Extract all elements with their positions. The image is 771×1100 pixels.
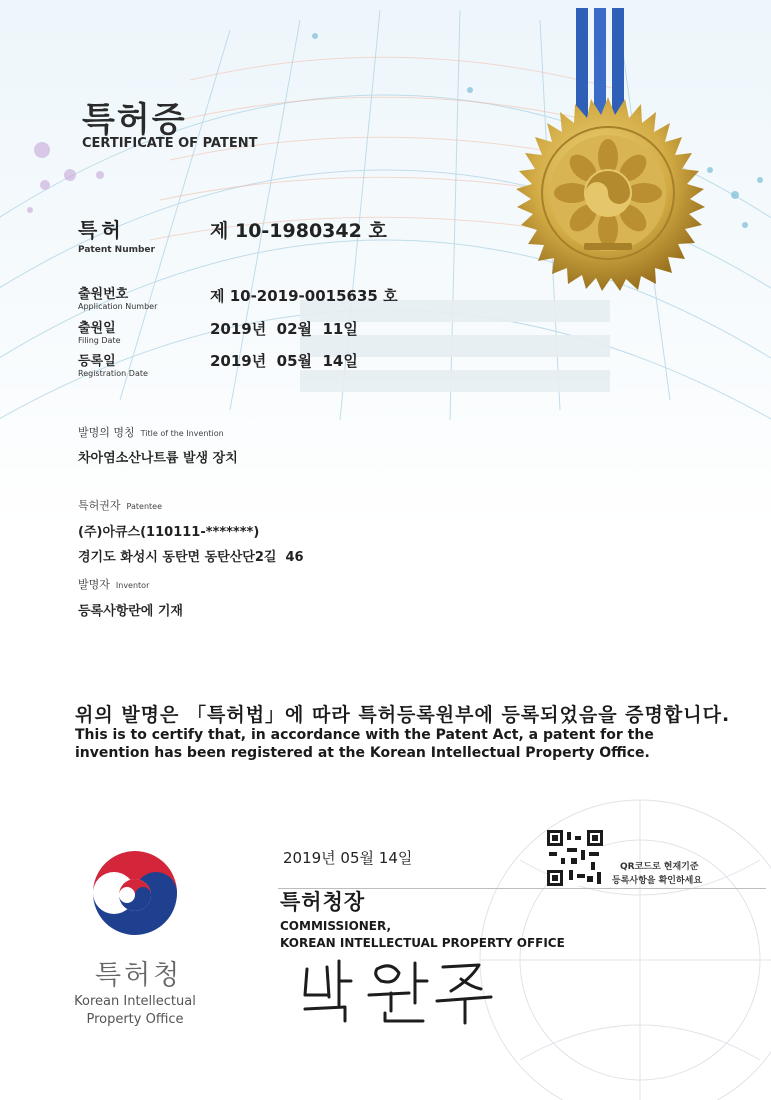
qr-note <box>612 860 702 888</box>
patentee-section <box>78 494 304 565</box>
qr-note-line-1: QR코드로 현재기준 <box>620 862 699 872</box>
patent-number-value: 제 10-1980342 호 <box>210 220 387 242</box>
application-number-value: 제 10-2019-0015635 호 <box>210 287 398 305</box>
invention-label <box>78 421 238 440</box>
application-number-label <box>78 283 157 311</box>
kipo-logo-icon <box>87 847 183 943</box>
commissioner-title-en <box>280 918 565 952</box>
commissioner-title-en-2: KOREAN INTELLECTUAL PROPERTY OFFICE <box>280 936 565 950</box>
patentee-label-ko: 특허권자 <box>78 499 121 512</box>
kipo-name-ko: 특허청 <box>95 960 183 991</box>
certificate-title-en: CERTIFICATE OF PATENT <box>82 136 258 151</box>
inventor-label <box>78 573 183 592</box>
patentee-name: (주)아큐스(110111-*******) <box>78 525 260 540</box>
kipo-name-en-1: Korean Intellectual <box>74 994 196 1009</box>
invention-label-en: Title of the Invention <box>140 429 224 438</box>
qr-note-line-2: 등록사항을 확인하세요 <box>612 876 703 886</box>
inventor-label-ko: 발명자 <box>78 578 110 591</box>
field-label-en: Filing Date <box>78 336 121 345</box>
patent-label-en: Patent Number <box>78 245 155 255</box>
kipo-name-en <box>60 993 210 1029</box>
certification-statement-en: This is to certify that, in accordance with the Patent Act, a patent for the invention has been registered at the Korean Intellectual Property Office. <box>75 727 654 761</box>
filing-date-label <box>78 317 121 345</box>
kipo-name-en-2: Property Office <box>86 1012 184 1027</box>
commissioner-title-ko: 특허청장 <box>280 890 366 914</box>
commissioner-title-en-1: COMMISSIONER, <box>280 919 392 933</box>
invention-title: 차아염소산나트륨 발생 장치 <box>78 451 238 466</box>
patentee-label <box>78 494 304 513</box>
certification-statement-ko: 위의 발명은 「특허법」에 따라 특허등록원부에 등록되었음을 증명합니다. <box>75 704 731 726</box>
gold-seal-icon <box>510 95 706 291</box>
invention-label-ko: 발명의 명칭 <box>78 426 135 439</box>
issue-date: 2019년 05월 14일 <box>283 849 413 867</box>
field-label-en: Application Number <box>78 302 158 311</box>
patent-label-ko: 특허 <box>78 218 125 242</box>
registration-date-value: 2019년 05월 14일 <box>210 352 358 370</box>
patentee-address: 경기도 화성시 동탄면 동탄산단2길 46 <box>78 550 304 565</box>
field-label-en: Registration Date <box>78 369 148 378</box>
patent-number-label <box>78 214 155 255</box>
inventor-value: 등록사항란에 기재 <box>78 604 183 619</box>
qr-code <box>547 830 603 886</box>
signature <box>295 955 505 1025</box>
inventor-label-en: Inventor <box>115 581 150 590</box>
field-label-ko: 등록일 <box>78 354 116 369</box>
invention-section <box>78 421 238 466</box>
field-label-ko: 출원일 <box>78 321 116 336</box>
certificate-title: 특허증 <box>82 100 187 140</box>
field-label-ko: 출원번호 <box>78 287 129 302</box>
inventor-section <box>78 573 183 619</box>
registration-date-label <box>78 350 148 378</box>
filing-date-value: 2019년 02월 11일 <box>210 320 358 338</box>
patentee-label-en: Patentee <box>126 502 162 511</box>
